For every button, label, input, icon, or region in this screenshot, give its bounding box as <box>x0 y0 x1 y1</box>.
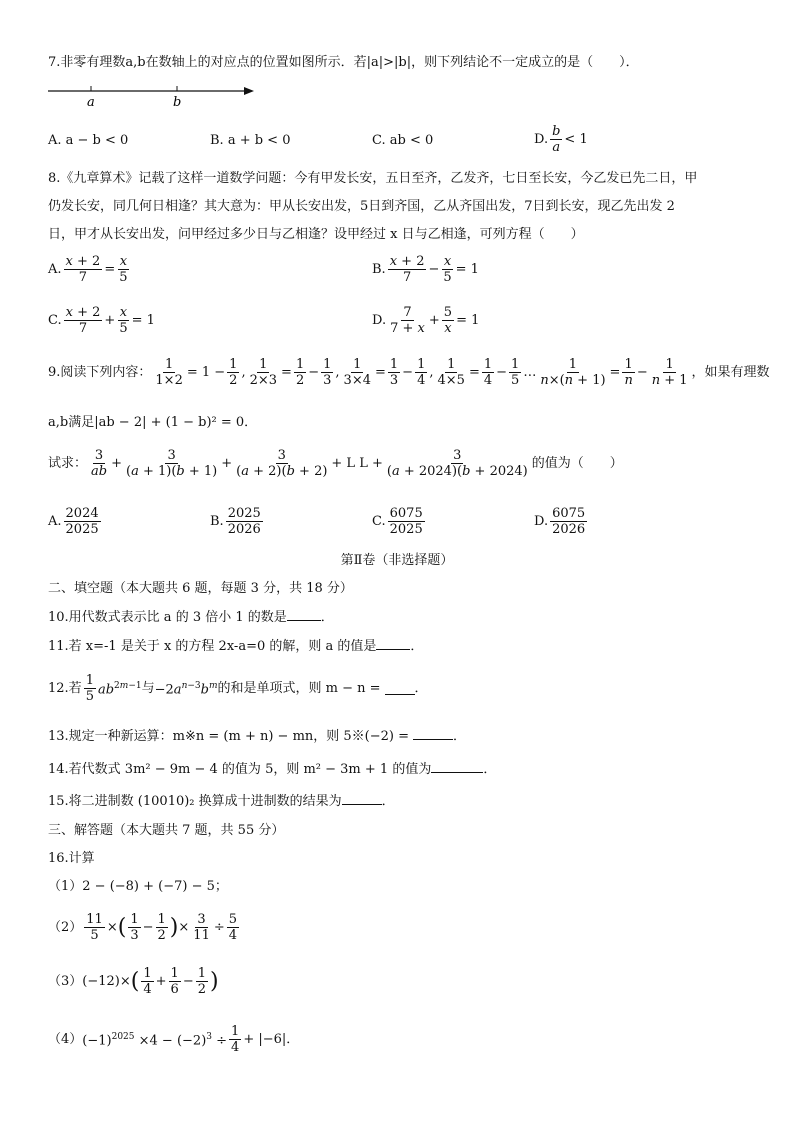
point-a-label: a <box>87 95 95 110</box>
q9-option-d-label: D. <box>534 513 549 529</box>
answer-blank[interactable] <box>431 760 483 773</box>
q9-option-b[interactable]: B. $\frac{2025}{2026}$ <box>210 506 261 537</box>
q16-part-4-period: ． <box>286 1031 300 1047</box>
q9-condition: a,b满足|ab − 2| + (1 − b)² = 0． <box>48 415 258 430</box>
q11: 11.若 x=-1 是关于 x 的方程 2x-a=0 的解，则 a 的值是 ． <box>48 639 424 654</box>
q8-option-c-label: C. <box>48 312 62 328</box>
answer-blank[interactable] <box>413 727 453 740</box>
section-2-heading: 二、填空题（本大题共 6 题，每题 3 分，共 18 分） <box>48 581 353 596</box>
point-b-label: b <box>173 95 182 110</box>
q7-option-b[interactable]: B. a + b < 0 <box>210 133 291 148</box>
q16-part-2: （2） $\frac{11}{5}$ × ( $\frac{1}{3}$ − $\frac{1}{2}$ ) × $\frac{3}{11}$ ÷ $\frac{5}{4}$ <box>48 912 238 943</box>
fraction: $\frac{7}{7 + x}$ <box>390 305 425 336</box>
q8-option-d-label: D. <box>372 312 387 328</box>
q8-option-b[interactable]: B. $\frac{x + 2}{7}$ − $\frac{x}{5}$ = 1 <box>372 254 479 285</box>
q9-option-a-label: A. <box>48 513 62 529</box>
q7-text: 7.非零有理数a,b在数轴上的对应点的位置如图所示．若|a|>|b|，则下列结论不一定成立的是（ ）． <box>48 55 639 70</box>
q16-part-4: （4） $(-1)^{2025} \times 4 - (-2)^3$ ÷ $\frac{1}{4}$ + |−6| ． <box>48 1024 300 1055</box>
q16-part-3: （3） (−12)× ( $\frac{1}{4}$ + $\frac{1}{6}$ − $\frac{1}{2}$ ) <box>48 966 219 997</box>
q13: 13.规定一种新运算：m※n = (m + n) − mn，则 5※(−2) = ． <box>48 729 467 744</box>
section-3-heading: 三、解答题（本大题共 7 题，共 55 分） <box>48 823 285 838</box>
q15-text: 15.将二进制数 (10010)₂ 换算成十进制数的结果为 <box>48 794 342 809</box>
q12-lead: 12.若 <box>48 680 82 696</box>
q9-ask-tail: 的值为（ ） <box>531 455 623 471</box>
q9-option-c-label: C. <box>372 513 386 529</box>
q7-option-d[interactable] <box>534 124 588 155</box>
answer-blank[interactable] <box>342 792 382 805</box>
fraction: $\frac{x + 2}{7}$ <box>65 305 101 336</box>
q16-part-2-label: （2） <box>48 919 83 935</box>
q9-ask: 试求： <box>48 455 88 471</box>
q9-option-d[interactable]: D. $\frac{6075}{2026}$ <box>534 506 586 537</box>
fraction: $\frac{b}{a}$ <box>552 124 561 155</box>
q16-part-1: （1）2 − (−8) + (−7) − 5； <box>48 879 228 894</box>
q14-text: 14.若代数式 3m² − 9m − 4 的值为 5，则 m² − 3m + 1 的值为 <box>48 762 432 777</box>
q15: 15.将二进制数 (10010)₂ 换算成十进制数的结果为 ． <box>48 794 395 809</box>
q8-option-a-label: A. <box>48 261 62 277</box>
answer-blank[interactable] <box>385 682 415 695</box>
q9-tail: ，如果有理数 <box>691 364 770 380</box>
q8-line-1: 8.《九章算术》记载了这样一道数学问题：今有甲发长安，五日至齐，乙发齐，七日至长安，今乙发已先二日，甲 <box>48 171 698 186</box>
q10: 10.用代数式表示比 a 的 3 倍小 1 的数是 ． <box>48 610 334 625</box>
q7-option-d-label: D. <box>534 131 549 147</box>
q16-title: 16.计算 <box>48 851 95 866</box>
fraction: $\frac{5}{x}$ <box>443 305 453 336</box>
answer-blank[interactable] <box>287 608 321 621</box>
fraction: $\frac{x}{5}$ <box>119 305 128 336</box>
q14: 14.若代数式 3m² − 9m − 4 的值为 5，则 m² − 3m + 1 的值为 ． <box>48 762 497 777</box>
q8-option-a[interactable]: A. $\frac{x + 2}{7}$ = $\frac{x}{5}$ <box>48 254 128 285</box>
fraction: $\frac{x + 2}{7}$ <box>65 254 101 285</box>
q9-lead: 9.阅读下列内容： <box>48 364 152 380</box>
fraction: $\frac{x}{5}$ <box>443 254 452 285</box>
q13-text: 13.规定一种新运算：m※n = (m + n) − mn，则 5※(−2) = <box>48 729 410 744</box>
q8-option-b-label: B. <box>372 261 386 277</box>
q12-mid: 与 <box>141 680 155 696</box>
q16-part-4-label: （4） <box>48 1031 83 1047</box>
q12-tail: 的和是单项式，则 m − n = <box>217 680 381 696</box>
q9-expression: 试求： $\frac{3}{ab}$ + $\frac{3}{(a + 1)(b + 1)}$ + $\frac{3}{(a + 2)(b + 2)}$ + L L + $\frac{3}{(a + 2024)(b + 2024)}$ 的值为（ ） <box>48 448 623 479</box>
q8-option-d[interactable]: D. $\frac{7}{7 + x}$ + $\frac{5}{x}$ = 1 <box>372 305 480 336</box>
q16-part-3-label: （3） <box>48 973 83 989</box>
q9-option-c[interactable]: C. $\frac{6075}{2025}$ <box>372 506 423 537</box>
q7-option-a[interactable]: A. a − b < 0 <box>48 133 129 148</box>
q12: 12.若 $\frac{1}{5}$ $ab^{2m-1}$ 与 $-2a^{n-3}b^m$ 的和是单项式，则 m − n = ． <box>48 673 428 704</box>
q9-reading: 9.阅读下列内容： $\frac{1}{1\times 2}$ = 1 − $\frac{1}{2}$ , $\frac{1}{2\times 3}$ = $\frac{1}{2}$ − $\frac{1}{3}$ , $\frac{1}{3\times 4}$ = $\frac{1}{3}$ − $\frac{1}{4}$ , $\frac{1}{4\times 5}$ = $\frac{1}{4}$ − $\frac{1}{5}$ … $\frac{1}{n\times(n + 1)}$ = $\frac{1}{n}$ − $\frac{1}{n + 1}$ ，如果有理数 <box>48 357 770 388</box>
fraction: $\frac{x + 2}{7}$ <box>389 254 425 285</box>
q8-line-3: 日，甲才从长安出发，问甲经过多少日与乙相逢？设甲经过 x 日与乙相逢，可列方程（ ） <box>48 227 584 242</box>
q8-option-c[interactable]: C. $\frac{x + 2}{7}$ + $\frac{x}{5}$ = 1 <box>48 305 155 336</box>
q11-text: 11.若 x=-1 是关于 x 的方程 2x-a=0 的解，则 a 的值是 <box>48 639 377 654</box>
part-2-title: 第Ⅱ卷（非选择题） <box>340 553 454 568</box>
fraction: $\frac{x}{5}$ <box>119 254 128 285</box>
number-line <box>44 80 258 110</box>
q8-line-2: 仍发长安，同几何日相逢？其大意为：甲从长安出发，5日到齐国，乙从齐国出发，7日到长安，现乙先出发 2 <box>48 199 675 214</box>
q10-text: 10.用代数式表示比 a 的 3 倍小 1 的数是 <box>48 610 287 625</box>
q7-option-c[interactable]: C. ab < 0 <box>372 133 434 148</box>
answer-blank[interactable] <box>376 637 410 650</box>
q9-option-b-label: B. <box>210 513 224 529</box>
q7-option-d-rest: < 1 <box>564 131 588 147</box>
q9-option-a[interactable]: A. $\frac{2024}{2025}$ <box>48 506 99 537</box>
